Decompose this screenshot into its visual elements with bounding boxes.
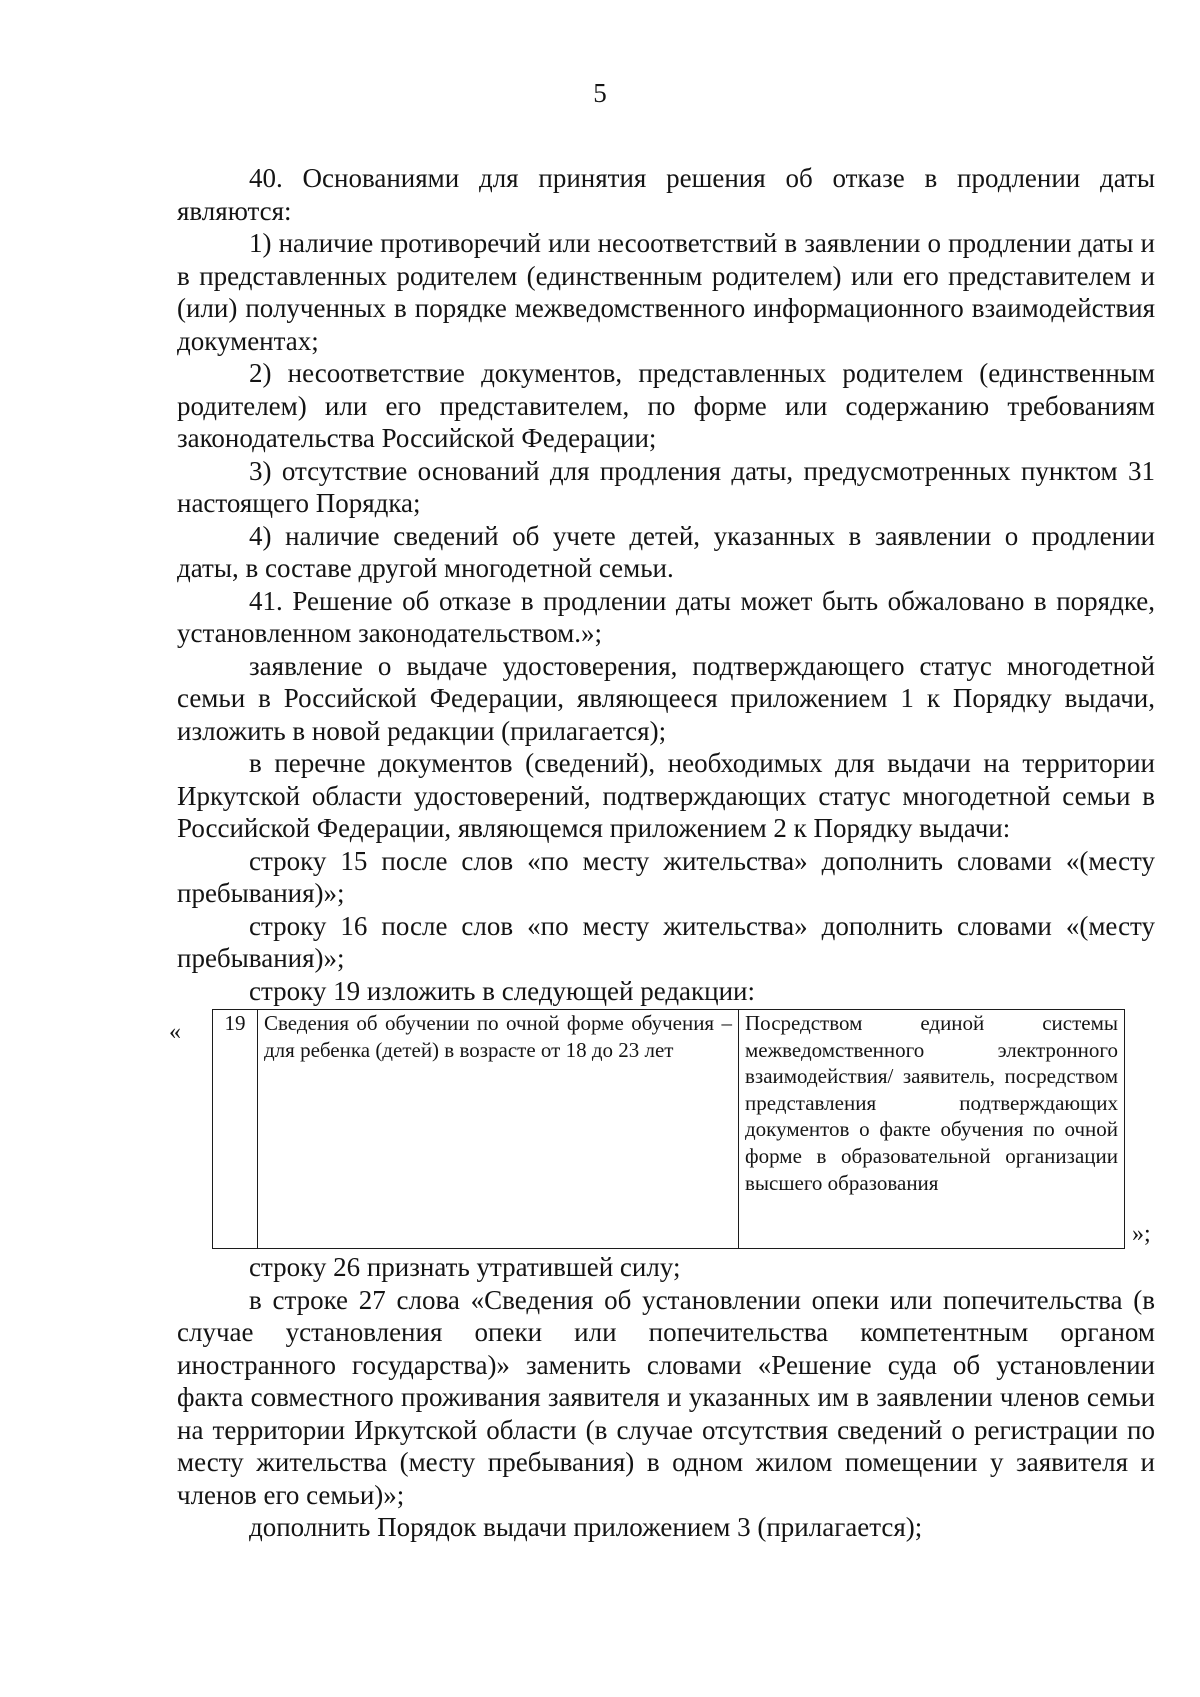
table-row [213,1010,1125,1249]
paragraph-41: 41. Решение об отказе в продлении даты может быть обжаловано в порядке, установленном законодательством.»; [177,585,1155,648]
paragraph-40-item-4: 4) наличие сведений об учете детей, указанных в заявлении о продлении даты, в составе другой многодетной семьи. [177,520,1155,583]
paragraph-40-item-3: 3) отсутствие оснований для продления даты, предусмотренных пунктом 31 настоящего Порядка; [177,455,1155,518]
paragraph-row-26: строку 26 признать утратившей силу; [249,1252,681,1282]
paragraph-row-16: строку 16 после слов «по месту жительства» дополнить словами «(месту пребывания)»; [177,910,1155,973]
paragraph-40-item-2: 2) несоответствие документов, представленных родителем (единственным родителем) или его представителем, по форме или содержанию требованиям законодательства Российской Федерации; [177,358,1155,453]
table-cell-number: 19 [213,1010,258,1249]
paragraph-40: 40. Основаниями для принятия решения об отказе в продлении даты являются: [177,163,1155,226]
table-cell-method: Посредством единой системы межведомственного электронного взаимодействия/ заявитель, посредством представления подтверждающих документов о факте обучения по очной форме в образовательной организации высшего образования [739,1010,1125,1249]
inserted-table [212,1009,1125,1249]
paragraph-row-19-intro: строку 19 изложить в следующей редакции: [249,975,756,1006]
table-open-quote: « [169,1019,181,1045]
paragraph-appendix-3: дополнить Порядок выдачи приложением 3 (прилагается); [249,1512,923,1542]
page-number: 5 [593,78,607,108]
inserted-table-block [169,1009,1155,1251]
paragraph-row-27: в строке 27 слова «Сведения об установлении опеки или попечительства (в случае установления опеки или попечительства компетентным органом иностранного государства)» заменить словами «Решение суда об установлении факта совместного проживания заявителя и указанных им в заявлении членов семьи на территории Иркутской области (в случае отсутствия сведений о регистрации по месту жительства (месту пребывания) в одном жилом помещении у заявителя и членов его семьи)»; [177,1284,1155,1510]
table-close-quote: »; [1132,1221,1151,1247]
paragraph-40-item-1: 1) наличие противоречий или несоответствий в заявлении о продлении даты и в представленных родителем (единственным родителем) или его представителем и (или) полученных в порядке межведомственного информационного взаимодействия документах; [177,228,1155,356]
paragraph-row-15: строку 15 после слов «по месту жительства» дополнить словами «(месту пребывания)»; [177,845,1155,908]
paragraph-application-form: заявление о выдаче удостоверения, подтверждающего статус многодетной семьи в Российской Федерации, являющееся приложением 1 к Порядку выдачи, изложить в новой редакции (прилагается); [177,650,1155,746]
table-cell-document: Сведения об обучении по очной форме обучения – для ребенка (детей) в возрасте от 18 до 23 лет [258,1010,739,1249]
paragraph-documents-list: в перечне документов (сведений), необходимых для выдачи на территории Иркутской области удостоверений, подтверждающих статус многодетной семьи в Российской Федерации, являющемся приложением 2 к Порядку выдачи: [177,748,1155,843]
document-body [169,162,1155,1544]
